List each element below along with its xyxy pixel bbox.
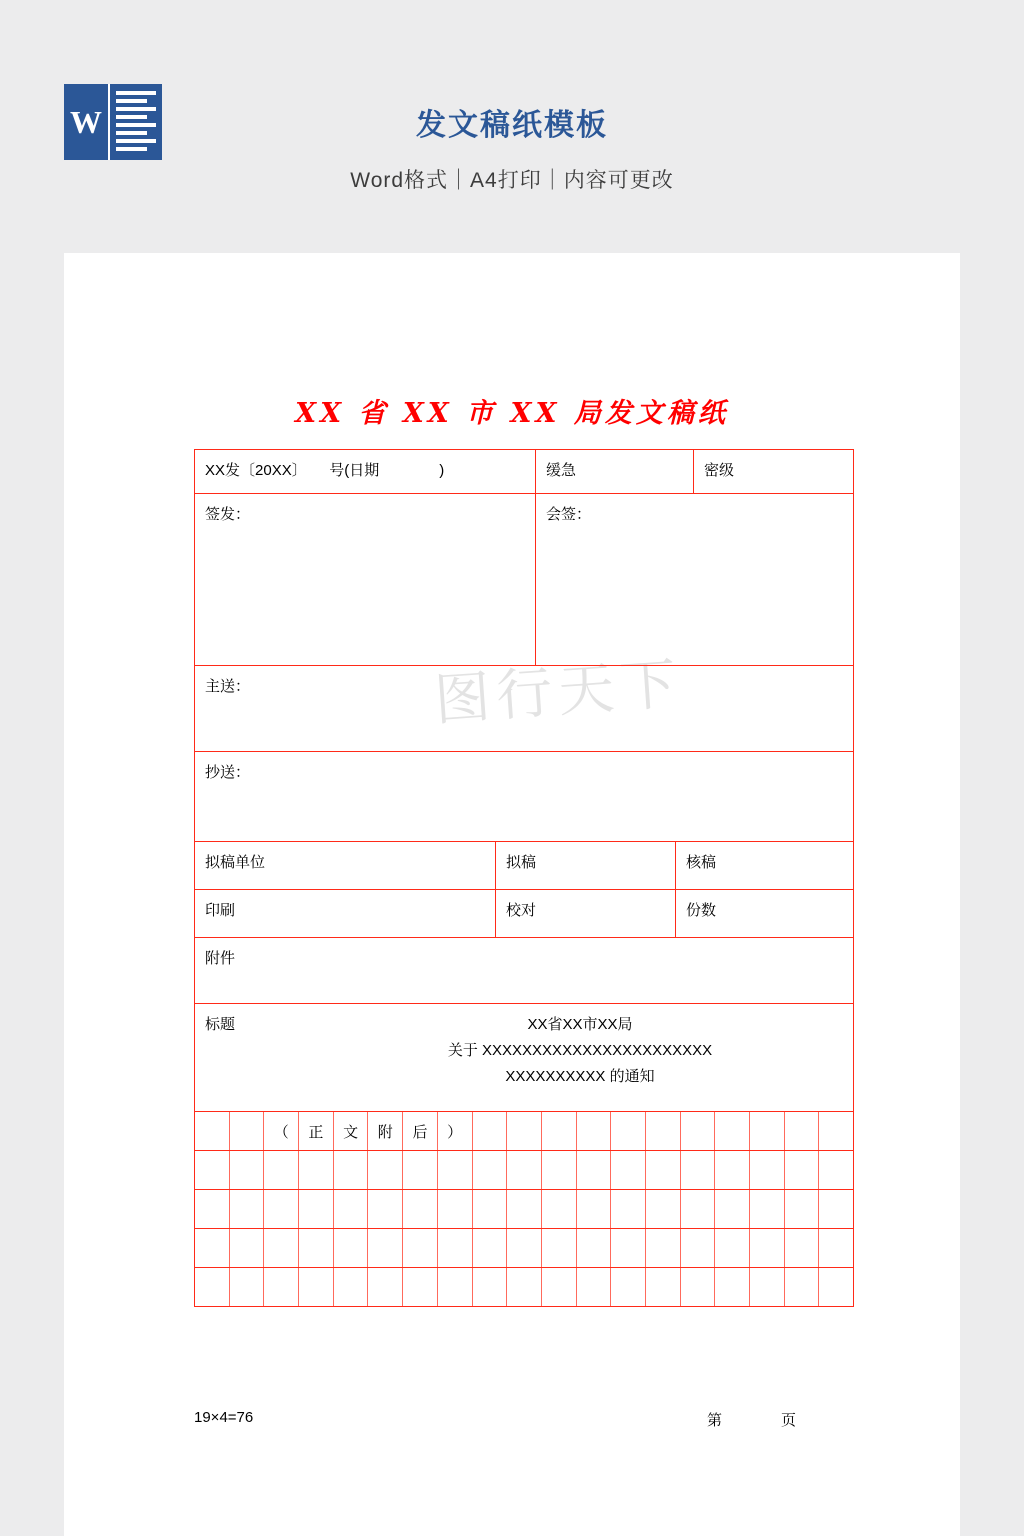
field-attachment[interactable]: 附件 [205, 950, 236, 967]
manuscript-cell[interactable] [368, 1268, 403, 1306]
manuscript-cell[interactable] [264, 1151, 299, 1189]
form-row-signatures [194, 493, 854, 665]
manuscript-cell[interactable] [611, 1229, 646, 1267]
manuscript-cell[interactable] [681, 1112, 716, 1150]
field-document-number[interactable]: XX发〔20XX〕 号(日期 ) [205, 462, 445, 479]
manuscript-cell[interactable] [264, 1229, 299, 1267]
manuscript-grid-row [195, 1150, 853, 1189]
manuscript-cell[interactable] [785, 1190, 820, 1228]
manuscript-cell[interactable] [542, 1229, 577, 1267]
manuscript-cell[interactable] [577, 1229, 612, 1267]
manuscript-cell[interactable] [230, 1268, 265, 1306]
manuscript-cell[interactable] [819, 1268, 853, 1306]
manuscript-cell[interactable] [473, 1268, 508, 1306]
manuscript-cell[interactable] [473, 1190, 508, 1228]
manuscript-cell[interactable] [819, 1190, 853, 1228]
manuscript-cell[interactable] [785, 1229, 820, 1267]
manuscript-cell[interactable] [646, 1229, 681, 1267]
manuscript-cell[interactable] [195, 1190, 230, 1228]
word-logo-lines [110, 84, 162, 160]
document-heading: XX 省 XX 市 XX 局发文稿纸 [295, 398, 729, 429]
manuscript-cell[interactable] [750, 1229, 785, 1267]
manuscript-cell-note[interactable]: （ [264, 1112, 299, 1150]
manuscript-cell[interactable] [334, 1268, 369, 1306]
manuscript-grid-row [195, 1189, 853, 1228]
form-row-attachment [194, 937, 854, 1003]
manuscript-cell[interactable] [646, 1268, 681, 1306]
manuscript-cell[interactable] [368, 1151, 403, 1189]
manuscript-cell[interactable] [577, 1190, 612, 1228]
document-paper [64, 253, 960, 1536]
document-title-line-3: XXXXXXXXXX 的通知 [505, 1068, 655, 1085]
manuscript-cell[interactable] [681, 1268, 716, 1306]
manuscript-cell[interactable] [195, 1151, 230, 1189]
manuscript-cell[interactable] [334, 1190, 369, 1228]
field-urgency[interactable]: 缓急 [535, 450, 693, 493]
manuscript-cell[interactable] [646, 1151, 681, 1189]
manuscript-grid-row [195, 1267, 853, 1306]
paper-footer [194, 1409, 854, 1430]
manuscript-cell[interactable] [230, 1190, 265, 1228]
manuscript-grid-row [195, 1228, 853, 1267]
manuscript-cell[interactable] [715, 1268, 750, 1306]
manuscript-cell-note[interactable]: 正 [299, 1112, 334, 1150]
manuscript-cell[interactable] [230, 1229, 265, 1267]
manuscript-cell[interactable] [715, 1190, 750, 1228]
page-subtitle: Word格式｜A4打印｜内容可更改 [350, 169, 674, 192]
document-title-block [345, 1012, 815, 1090]
manuscript-cell[interactable] [681, 1190, 716, 1228]
form-row-printing [194, 889, 854, 937]
manuscript-cell[interactable] [785, 1151, 820, 1189]
manuscript-cell-note[interactable]: ） [438, 1112, 473, 1150]
form-row-title [194, 1003, 854, 1111]
manuscript-cell[interactable] [507, 1268, 542, 1306]
watermark: 图行天下 [432, 651, 685, 734]
grid-count-label: 19×4=76 [194, 1409, 254, 1426]
field-issued-by[interactable]: 签发： [205, 506, 251, 523]
field-copies[interactable]: 份数 [675, 890, 853, 937]
manuscript-cell[interactable] [403, 1268, 438, 1306]
word-logo-icon [64, 84, 162, 160]
manuscript-cell[interactable] [507, 1112, 542, 1150]
manuscript-cell[interactable] [750, 1151, 785, 1189]
manuscript-cell[interactable] [507, 1229, 542, 1267]
manuscript-cell[interactable] [715, 1112, 750, 1150]
manuscript-cell-note[interactable]: 附 [368, 1112, 403, 1150]
manuscript-cell[interactable] [819, 1112, 853, 1150]
field-draft-unit[interactable]: 拟稿单位 [205, 854, 266, 871]
manuscript-cell[interactable] [299, 1190, 334, 1228]
manuscript-grid [194, 1111, 854, 1307]
manuscript-cell[interactable] [264, 1268, 299, 1306]
field-main-recipient[interactable]: 主送： [205, 678, 251, 695]
manuscript-cell[interactable] [299, 1229, 334, 1267]
manuscript-cell[interactable] [785, 1268, 820, 1306]
manuscript-cell[interactable] [195, 1112, 230, 1150]
manuscript-cell[interactable] [750, 1268, 785, 1306]
manuscript-cell[interactable] [819, 1229, 853, 1267]
manuscript-cell[interactable] [611, 1268, 646, 1306]
field-review[interactable]: 核稿 [675, 842, 853, 889]
form-row-number [194, 449, 854, 493]
manuscript-cell[interactable] [681, 1229, 716, 1267]
manuscript-cell[interactable] [438, 1190, 473, 1228]
manuscript-cell[interactable] [577, 1112, 612, 1150]
manuscript-cell[interactable] [473, 1112, 508, 1150]
manuscript-cell[interactable] [611, 1190, 646, 1228]
manuscript-cell[interactable] [542, 1112, 577, 1150]
manuscript-cell[interactable] [368, 1190, 403, 1228]
manuscript-cell-note[interactable]: 文 [334, 1112, 369, 1150]
manuscript-cell[interactable] [819, 1151, 853, 1189]
manuscript-grid-row [195, 1112, 853, 1150]
manuscript-cell[interactable] [473, 1229, 508, 1267]
manuscript-cell[interactable] [577, 1268, 612, 1306]
field-copy-to[interactable]: 抄送： [205, 764, 251, 781]
page-number-label: 第 页 [706, 1412, 818, 1429]
manuscript-cell[interactable] [195, 1268, 230, 1306]
form-row-copy-to [194, 751, 854, 841]
manuscript-cell[interactable] [438, 1268, 473, 1306]
manuscript-cell[interactable] [264, 1190, 299, 1228]
manuscript-cell[interactable] [750, 1112, 785, 1150]
field-print[interactable]: 印刷 [205, 902, 236, 919]
document-title-line-2: 关于 XXXXXXXXXXXXXXXXXXXXXXX [447, 1042, 713, 1059]
manuscript-cell[interactable] [577, 1151, 612, 1189]
manuscript-cell[interactable] [681, 1151, 716, 1189]
manuscript-cell[interactable] [195, 1229, 230, 1267]
manuscript-cell[interactable] [611, 1151, 646, 1189]
document-title-line-1: XX省XX市XX局 [527, 1016, 633, 1033]
manuscript-cell[interactable] [473, 1151, 508, 1189]
manuscript-cell[interactable] [334, 1229, 369, 1267]
manuscript-cell[interactable] [542, 1190, 577, 1228]
manuscript-cell[interactable] [334, 1151, 369, 1189]
page-title: 发文稿纸模板 [416, 109, 608, 142]
field-secrecy[interactable]: 密级 [693, 450, 853, 493]
field-title-label[interactable]: 标题 [205, 1016, 236, 1033]
manuscript-cell[interactable] [715, 1151, 750, 1189]
manuscript-cell[interactable] [542, 1151, 577, 1189]
manuscript-cell[interactable] [230, 1151, 265, 1189]
manuscript-cell[interactable] [646, 1190, 681, 1228]
manuscript-cell[interactable] [750, 1190, 785, 1228]
manuscript-cell[interactable] [507, 1151, 542, 1189]
manuscript-cell[interactable] [646, 1112, 681, 1150]
manuscript-cell[interactable] [542, 1268, 577, 1306]
form-row-main-recipient [194, 665, 854, 751]
manuscript-cell[interactable] [611, 1112, 646, 1150]
manuscript-cell[interactable] [403, 1190, 438, 1228]
manuscript-cell[interactable] [403, 1151, 438, 1189]
manuscript-cell[interactable] [299, 1151, 334, 1189]
field-countersign[interactable]: 会签： [535, 494, 853, 665]
field-proofread[interactable]: 校对 [495, 890, 675, 937]
manuscript-cell[interactable] [785, 1112, 820, 1150]
form-row-drafting [194, 841, 854, 889]
manuscript-cell[interactable] [368, 1229, 403, 1267]
manuscript-cell[interactable] [230, 1112, 265, 1150]
manuscript-cell-note[interactable]: 后 [403, 1112, 438, 1150]
page-header [0, 0, 1024, 250]
manuscript-cell[interactable] [403, 1229, 438, 1267]
word-logo-letter: W [64, 84, 108, 160]
manuscript-cell[interactable] [507, 1190, 542, 1228]
manuscript-cell[interactable] [299, 1268, 334, 1306]
manuscript-cell[interactable] [438, 1151, 473, 1189]
field-draft[interactable]: 拟稿 [495, 842, 675, 889]
manuscript-cell[interactable] [438, 1229, 473, 1267]
manuscript-cell[interactable] [715, 1229, 750, 1267]
document-form [194, 449, 854, 1307]
